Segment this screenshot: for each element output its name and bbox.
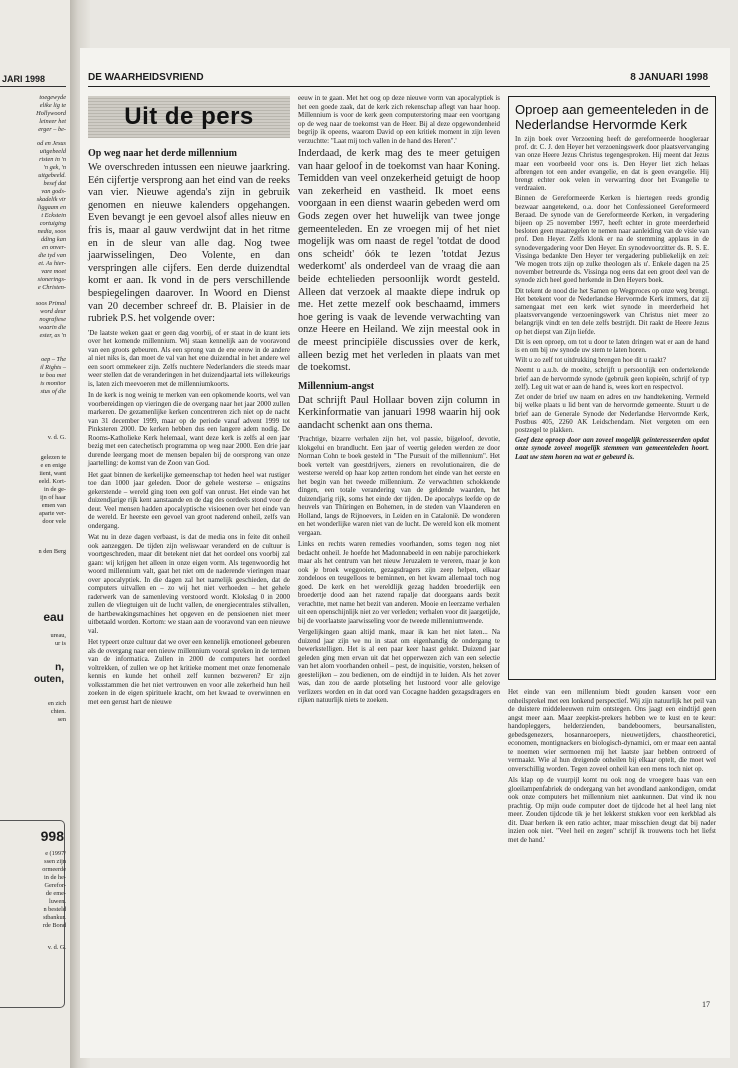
- previous-page-text: od en Jesus uitgebeeld risten in 'n 'n gek, 'n uitgebeeld. besef dat van gods- skadelik vir liggaam en t Eckstein cortuiging nedia, soos dding kan en onver- die tyd van et. As hier- vare moet sionerings- e Christen-: [36, 140, 66, 291]
- notice-paragraph: Dit tekent de nood die het Samen op Wegproces op onze weg brengt. Het betekent voor de Nederlandse Hervormde Kerk immers, dat zij samengaat met een kerk wiet synode in meerderheid het plaatsvervangende verzoeningswerk van Christus niet meer zo belangrijk vindt en ten dele zelfs bestrijdt. Dit raakt de Heere Jezus op het diepst van Zijn liefde.: [515, 286, 709, 336]
- quote-paragraph: 'De laatste weken gaat er geen dag voorbij, of er staat in de krant iets over het komende millennium. Wij staan kennelijk aan de vooravond van een groots gebeuren. Als een sprong van de ene eeuw in de andere al niet niks is, dan moet de val van het ene duizendtal in het andere wel een soort ommekeer zijn. Zelfs nuchtere Nederlanders die steeds maar weer stellen dat de veranderingen in het duizendjaartal iets willekeurigs is, laten zich meevoeren met de millenniumkoorts.: [88, 328, 290, 388]
- previous-page-heading: n, outen,: [34, 662, 64, 685]
- notice-paragraph: Wilt u zo zelf tot uitdrukking brengen hoe dit u raakt?: [515, 356, 666, 365]
- previous-page-header: JARI 1998: [2, 74, 46, 84]
- quote-paragraph: Als klap op de vuurpijl komt nu ook nog de vroegere baas van een gloeilampenfabriek de ondergang van het avondland aankondigen, omdat ook onze computers het millennium niet aankunnen. Dat vind ik nou prachtig. Op mijn oude computer doet de tijdcode het al heel lang niet meer. Zouden tijdcode tik je het lekkerst stukken voor een kerkblad als dit. Daar herken ik een ratio achter, maar misschien deugt dat bij nader inzien ook niet. "Veel heil en zegen" schrijf ik trouwens toch het liefst met de hand.': [508, 776, 716, 844]
- notice-paragraph: Zet onder de brief uw naam en adres en uw handtekening. Vermeld bij welke plaats u lid bent van de hervormde gemeente. Stuurt u de brief aan de Generale Synode der Nederlandse Hervormde Kerk, Postbus 405, 2260 AK Leidschendam. Niet vergeten om een postzegel te plakken.: [515, 393, 709, 434]
- intro-paragraph: We overschreden intussen een nieuwe jaarkring. Eén cijfertje versprong aan het eind van de reeks van vier. Nieuwe agenda's zijn in gebruik genomen en nieuwe kalenders opgehangen. Even bevangt je een gevoel alsof alles nieuw en fris is, maar al gauw verdwijnt dat in het ritme en in de sleur van alle dag. Nog twee jaarwisselingen, Deo Volente, en dan verspringen alle cijfers. Een derde duizendtal komt er aan. Ik vond in de pers verschillende bespiegelingen daarover. In Woord en Dienst van 20 december schreef dr. B. Plaisier in de rubriek P.S. het volgende over:: [88, 162, 290, 325]
- page-number: 17: [702, 1000, 710, 1009]
- previous-page-signature: v. d. G.: [47, 434, 66, 441]
- notice-paragraph: Binnen de Gereformeerde Kerken is hiertegen reeds grondig bezwaar aangetekend, o.a. door het Confessioneel Gereformeerd Beraad. De synode van de Gereformeerde Kerken, in vergadering bijeen op 25 november 1997, heeft echter in grote meerderheid besloten geen maatregelen te nemen naar aanleiding van de visie van prof. Den Heyer. Zelfs klonk er na de stemming applaus in de synodevergadering voor Den Heyer. En synodevoorzitter ds. R. S. E. Vissinga bedankte Den Heyer ter vergadering publiekelijk en zei: 'We mogen trots zijn op zulke theologen als u'. Enkele dagen na 25 november betreurde ds. Vissinga nog eens dat een groot deel van de synode zich heel goed herkende in Den Heyers boek.: [515, 194, 709, 285]
- previous-page-text: oep – The il Rights – te bou met is monitor stus of die: [39, 356, 66, 395]
- section-title: Uit de pers: [124, 103, 254, 130]
- body-paragraph: Dat schrijft Paul Hollaar boven zijn column in Kerkinformatie van januari 1998 waarin hij ook aandacht schenkt aan ons thema.: [298, 394, 500, 431]
- previous-page-text: toegewyde elike lig te Hollywoord leineer het erger – be-: [36, 94, 66, 133]
- quote-paragraph: Vergelijkingen gaan altijd mank, maar ik kan het niet laten... Na duizend jaar zijn we nu in staat om eigenhandig de ondergang te bewerkstelligen. Het is al een paar keer haast gelukt. Duizend jaar geleden ging men ervan uit dat het opperwezen zich van een selectie van het alom voorhanden onheil – pest, de inquisitie, vorsten, heksen of geestelijken – zou bedienen, om de eindtijd in te luiden. Als het zover was, dan zou de aarde plotseling het lustoord voor alle gelovige verlizers worden en in dat oord van Cocagne hadden gezagsdragers en rijken natuurlijk niets te zoeken.: [298, 628, 500, 705]
- notice-paragraph: Neemt u a.u.b. de moeite, schrijft u persoonlijk een ondertekende brief aan de hervormde synode (gebruik geen kopieën, schrijf of typ zelf). Leg uit wat er aan de hand is, wees kort en respectvol.: [515, 366, 709, 391]
- previous-page-text: gelezen te e en enige iient, want eeld. Kort- in de ge- ijn of haar emen van aparte ver- door vele: [38, 454, 66, 525]
- previous-page-signature: v. d. G.: [47, 944, 66, 951]
- article-heading: Op weg naar het derde millennium: [88, 148, 237, 159]
- previous-page-box-heading: 998: [40, 828, 64, 844]
- quote-paragraph: Links en rechts waren remedies voorhanden, soms tegen nog niet bedacht onheil. Je hoefde het Madonnabeeld in een nabije parochiekerk maar als het centrum van het nieuw Jeruzalem te vereren, maar je kon ook je broek weggooien, gezagsdragers zijn zeep helpen, elkaar zondeloos en teugelloos te beminnen, en het kwam allemaal toch nog goed. De kerk en het wereldlijk gezag hadden broederlijk een broedertje dood aan het razend rapalje dat doorgaans aards bezit verachtte, met name het bezit van anderen. Mooie en leerzame verhalen uit een openschijnlijk niet zo ver verleden; verhalen voor dit jaargetijde, bij de voorlaatste jaarwisseling voor de tweede millenniumwende.: [298, 540, 500, 625]
- quote-paragraph: eeuw in te gaan. Met het oog op deze nieuwe vorm van apocalyptiek is het een goede zaak, dat de kerk zich rekenschap aflegt van haar hoop. Millennium is voor de kerk geen computerstoring maar een voortgang op de weg naar de toekomst van de Heer. Bij al deze opgewondenheid begrijp ik opeens, waarom David op een kritiek moment in zijn leven verzuchtte: "Laat mij toch vallen in de hand des Heren".': [298, 94, 500, 145]
- header-rule: [88, 86, 710, 87]
- quote-paragraph: Wat nu in deze dagen verbaast, is dat de media ons in feite dit onheil ook aanzeggen. De tijden zijn weliswaar veranderd en de cultuur is voortgeschreden, maar dit betekent niet dat het oordeel ons voorbij zal gaan: wij krijgen het alleen in onze eigen vorm. Als tegenwoordig het woord millennium valt, gaat het niet om de naderende vieringen maar over apocalyptiek. In die dagen zal het namelijk geschieden, dat de computers uitvallen en – zo wij het niet verhoeden – het gehele raderwerk van de samenleving verstoord wordt. Klokslag 0 in 2000 zullen de vliegtuigen uit de lucht vallen, de energiecentrales stilvallen, de hartbewakingsmachines het opgeven en de pensioenen niet meer uitbetaald worden. Kortom: we staan aan de vooravond van een nieuwe val.: [88, 533, 290, 635]
- notice-paragraph: Dit is een oproep, om tot u door te laten dringen wat er aan de hand is en om bij uw synode uw stem te laten horen.: [515, 337, 709, 355]
- quote-paragraph: Het einde van een millennium biedt gouden kansen voor een onheilsprekel met een lonkend perspectief. Wij zijn natuurlijk het peil van de duistere middeleeuwen ruim ontstegen. Ons jaagt een eindtijd geen angst meer aan. Maar zeepkist-prekers hebben we te kust en te keur: handopleggers, helderzienden, bandeboomers, beursanalisten, gebedsgenezers, hosannaroepers, nieuwetijders, chaostheoretici, economen, montignackers en biologisch-dynamici, om er maar een aantal te noemen wier sermoenen mij het laatste jaar hebben ontroerd of vermaakt. Wie al hun dreigende onheilen bij elkaar optelt, die moet wel onverschillig worden. Tegen zoveel onheil kan een mens toch niet op.: [508, 688, 716, 773]
- quote-paragraph: Het gaat binnen de kerkelijke gemeenschap tot heden heel wat rustiger toe dan 1000 jaar geleden. Door de gehele westerse – enigszins gekerstende – wereld ging toen een golf van onrust. Het einde van het duizendjarige rijk kent aanstaande en de dag des oordeels stond voor de deur. Veel mensen hadden apocalyptische visioenen over het einde van de wereld. Er heerste een gevoel van groot naderend onheil, zelfs van ondergang.: [88, 470, 290, 530]
- quote-paragraph: In de kerk is nog weinig te merken van een opkomende koorts, wel van voorbereidingen op vieringen die de overgang naar het jaar 2000 zullen markeren. De gezamenlijke kerken concentreren zich niet op de nacht van 31 december 1999, maar op de periode vanaf advent 1999 tot Pinksteren 2000. De kerken hebben dus een langere adem nodig. De Rooms-Katholieke Kerk helemaal, want deze kerk is zelfs al een jaar bezig met een catechetisch programma op weg naar 2000. Een drie jaar durende leergang moet de mensen bepalen bij de oorsprong van onze jaartelling: de komst van de Zoon van God.: [88, 391, 290, 468]
- notice-title: Oproep aan gemeenteleden in de Nederlandse Hervormde Kerk: [515, 102, 709, 132]
- previous-page-text: soos Primal word deur nografiese waarin die ester, as 'n: [35, 300, 66, 339]
- column-3: [508, 688, 716, 998]
- notice-paragraph: In zijn boek over Verzoening heeft de gereformeerde hoogleraar prof. dr. C. J. den Heyer het verzoeningswerk door plaatsvervanging van onze Heere Jezus Christus tegengesproken. Hij meent dat Jezus maar een voorbeeld voor ons is. Den Heyer liet zich helaas afbrengen tot een ander evangelie, en dat is geen evangelie. Hij brengt echter ook velen in verwarring door het Evangelie te verdraaien.: [515, 135, 709, 193]
- notice-closing: Geef deze oproep door aan zoveel mogelijk geïnteresseerden opdat onze synode zoveel mogelijk stemmen van gemeenteleden hoort. Laat uw stem horen na wat er gebeurd is.: [515, 436, 709, 461]
- previous-page-heading: eau: [43, 610, 64, 624]
- section-banner: [88, 96, 290, 138]
- previous-page-box-text: e (1997/ ssen zijn ormeerde in de he- Gerefor- de eme- luwen. n besteld stbankur. rde Bond: [42, 850, 66, 929]
- previous-page-text: en zich chten. sen: [47, 700, 66, 723]
- previous-page-rule: [0, 86, 66, 87]
- previous-page-text: ureau, ur is: [50, 632, 66, 647]
- column-2: [298, 94, 500, 1004]
- notice-box: [508, 96, 716, 680]
- quote-paragraph: 'Prachtige, bizarre verhalen zijn het, vol passie, bijgeloof, devotie, klokgelui en brandlucht. Een jaar of veertig geleden werden ze door Norman Cohn te boek gesteld in "The Pursuit of the millennium". Het boek vertelt van geestdrijvers, zieners en revolutionairen, die de westerse wereld op haar kop zetten rondom het einde van het eerste en het begin van het tweede millennium. Ze verwachtten schokkende dingen, een totale verandering van de geldende waarden, het duizendjarig rijk, soms het einde der tijden. De apocalyps leefde op de heuvels van Thüringen en Bohemen, in de steden van Vlaanderen en Holland, langs de Rijnoevers, in Leiden en in Catalonië. De wonderen en het wonderlijke waren niet van de lucht. De wereld kon elk moment vergaan.: [298, 435, 500, 537]
- column-1: [88, 142, 290, 1002]
- previous-page-text: n den Berg: [38, 548, 66, 555]
- subheading: Millennium-angst: [298, 380, 375, 392]
- issue-date: 8 JANUARI 1998: [630, 72, 708, 83]
- previous-page-edge: [0, 0, 70, 1068]
- publication-title: DE WAARHEIDSVRIEND: [88, 72, 204, 83]
- quote-paragraph: Het typeert onze cultuur dat we over een kennelijk emotioneel gebeuren als de overgang naar een nieuw millennium vooral spreken in de termen van de informatica. Zullen in 2000 de computers het oordeel voltrekken, of zullen we op het kritieke moment met onze fenomenale kennis en kunde het onheil zelf kunnen bezweren? Er zijn volksstammen die het niet vertrouwen en voor alle zekerheid hun heil zoeken in de eigen spirituele kracht, om het kwaad te overwinnen en met een gerust hart de nieuwe: [88, 638, 290, 706]
- body-paragraph: Inderdaad, de kerk mag des te meer getuigen van haar geloof in de toekomst van haar Koning. Temidden van veel onzekerheid getuigt de hoop van zekerheid en vastheid. Ik moet eens voorgaan in een dienst waarin gebeden werd om Gods zegen over het huwelijk van twee jonge gemeenteleden. En ze vroegen mij of het niet mogelijk was om naast de regel 'totdat de dood ons scheidt' óók te lezen 'totdat Jezus wederkomt' als onderdeel van de vraag die aan beide echtelieden persoonlijk wordt gesteld. Alleen dat verzoek al maakte diepe indruk op me. Het zette mezelf ook beschaamd, immers hoe gering is vaak de levende verwachting van onze Heere en Heiland. We zijn meestal ook in de meest principiële discussies over de kerk, alleen bezig met het verleden in plaats van met de toekomst.: [298, 148, 500, 374]
